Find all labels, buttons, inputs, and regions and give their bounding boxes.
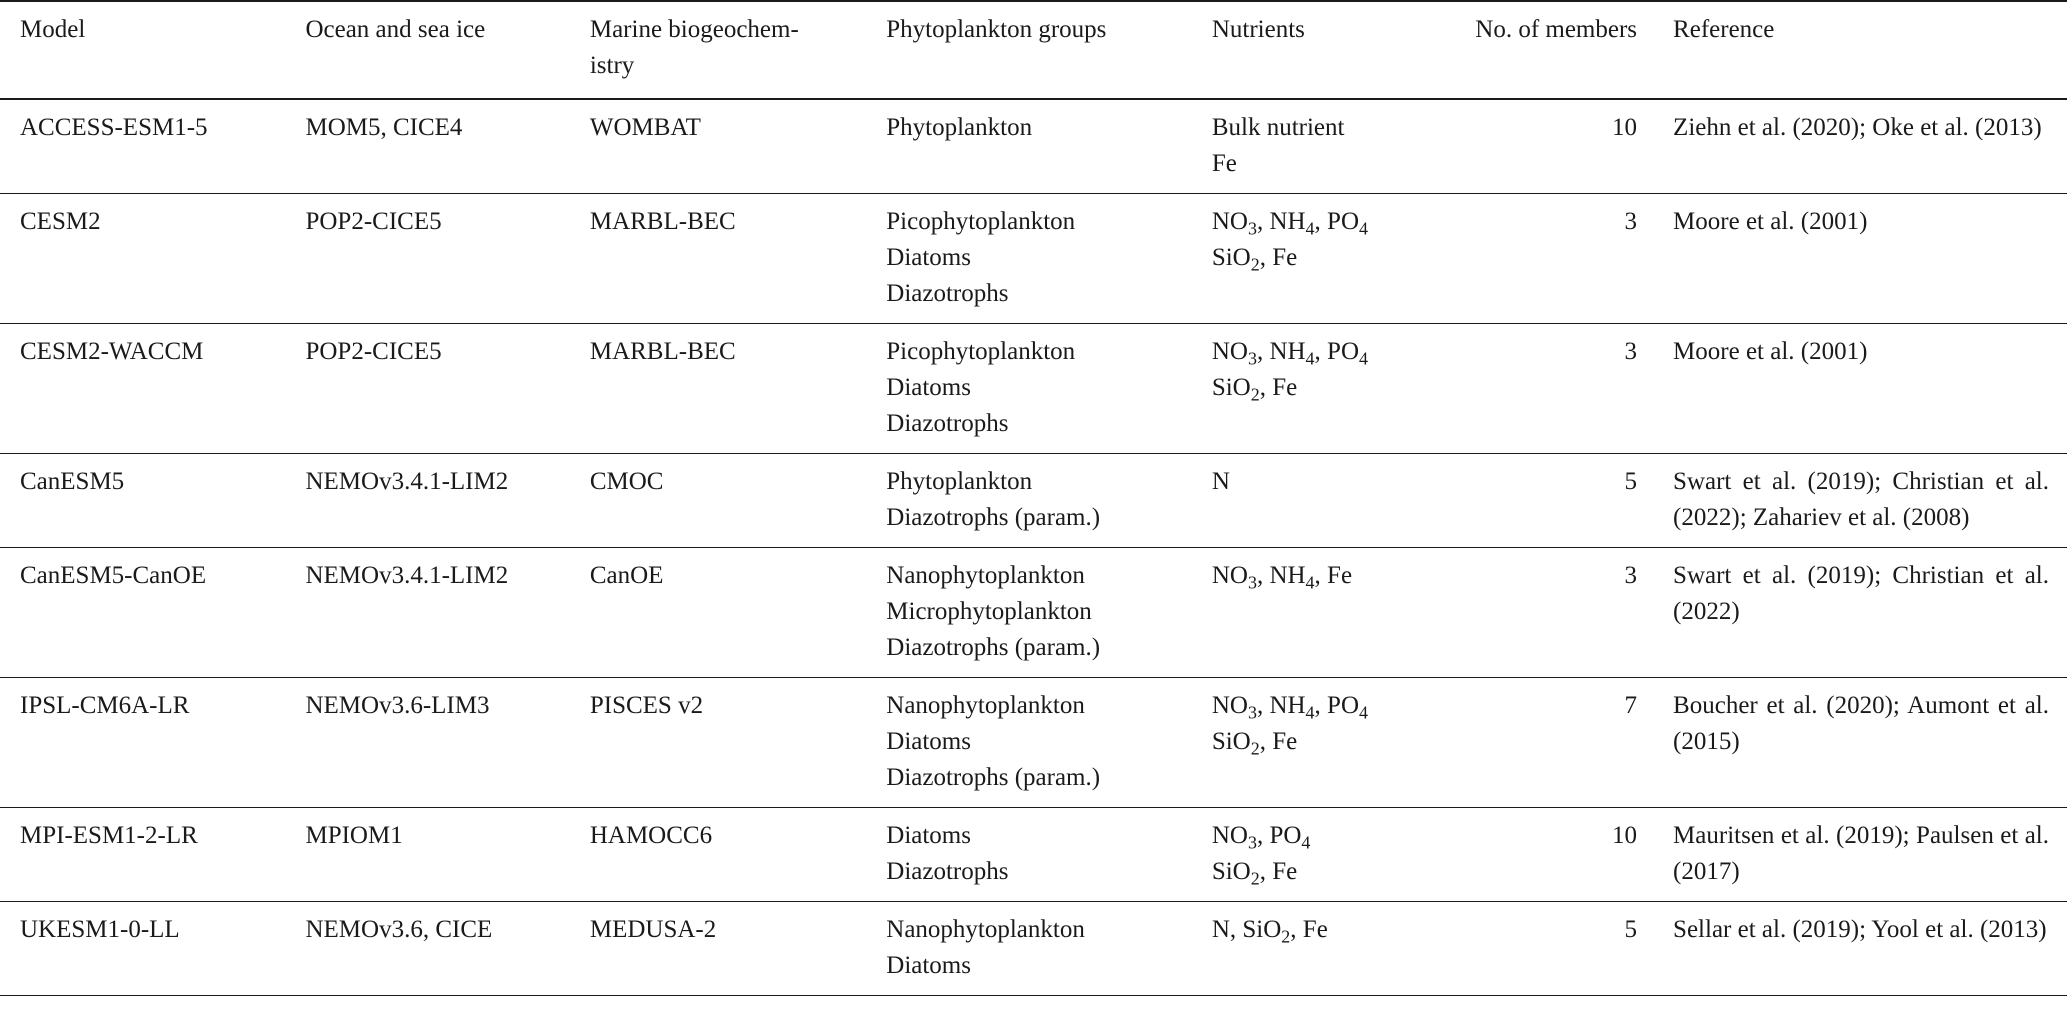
- cell-ocean: POP2-CICE5: [305, 208, 442, 235]
- reference-text: Moore et al. (2001): [1673, 208, 1868, 235]
- table-row: [0, 678, 2067, 808]
- cell-bgc: HAMOCC6: [589, 822, 713, 849]
- nutrient-line: $NO_3$, $NH_4$, $PO_4$: [1211, 338, 1369, 369]
- cell-ocean: MPIOM1: [305, 822, 403, 849]
- phyto-line: Nanophytoplankton: [886, 562, 1085, 589]
- nutrient-line: N, SiO$_2$, Fe: [1211, 916, 1328, 947]
- cell-reference: [1673, 454, 2067, 548]
- reference-text: Swart et al. (2019); Christian et al. (2022): [1673, 562, 2049, 625]
- reference-text: Swart et al. (2019); Christian et al. (2022); Zahariev et al. (2008): [1673, 468, 2049, 531]
- nutrient-line: $NO_3$, $PO_4$: [1211, 822, 1311, 853]
- cell-ocean: POP2-CICE5: [305, 338, 442, 365]
- reference-text: Moore et al. (2001): [1673, 338, 1868, 365]
- reference-text: Boucher et al. (2020); Aumont et al. (2015): [1673, 692, 2049, 755]
- header-bgc-line-2: istry: [589, 52, 635, 79]
- cell-ocean: NEMOv3.6, CICE: [305, 916, 493, 943]
- cell-nutrients: [1212, 194, 1443, 324]
- table-row: [0, 454, 2067, 548]
- cell-nutrients: [1212, 324, 1443, 454]
- cell-phyto: [886, 324, 1212, 454]
- cell-phyto: [886, 678, 1212, 808]
- cell-members: 3: [1624, 562, 1638, 589]
- nutrient-line: SiO$_2$, Fe: [1211, 728, 1298, 759]
- table-body: [0, 99, 2067, 996]
- cell-ocean: NEMOv3.4.1-LIM2: [305, 562, 509, 589]
- phyto-line: Diazotrophs: [886, 410, 1009, 437]
- cell-bgc: CMOC: [589, 468, 664, 495]
- nutrient-line: $NO_3$, $NH_4$, $PO_4$: [1211, 208, 1369, 239]
- nutrient-line: Fe: [1211, 150, 1237, 177]
- cell-bgc: CanOE: [589, 562, 664, 589]
- phyto-line: Microphytoplankton: [886, 598, 1092, 625]
- cell-reference: [1673, 548, 2067, 678]
- table-header: [0, 1, 2067, 99]
- table-row: [0, 194, 2067, 324]
- nutrient-line: N: [1211, 468, 1230, 495]
- phyto-line: Diatoms: [886, 728, 971, 755]
- cell-reference: [1673, 678, 2067, 808]
- cell-model: CESM2-WACCM: [20, 338, 204, 365]
- cell-reference: [1673, 324, 2067, 454]
- cell-nutrients: [1212, 454, 1443, 548]
- header-nutrients: Nutrients: [1211, 16, 1305, 43]
- cell-model: CanESM5-CanOE: [20, 562, 207, 589]
- table-row: [0, 99, 2067, 194]
- cell-nutrients: [1212, 99, 1443, 194]
- cell-model: MPI-ESM1-2-LR: [20, 822, 198, 849]
- phyto-line: Diazotrophs (param.): [886, 764, 1101, 791]
- nutrient-line: $NO_3$, $NH_4$, $PO_4$: [1211, 692, 1369, 723]
- cell-members: 5: [1624, 468, 1638, 495]
- phyto-line: Diazotrophs (param.): [886, 634, 1101, 661]
- cell-reference: [1673, 902, 2067, 996]
- phyto-line: Nanophytoplankton: [886, 916, 1085, 943]
- header-row: [0, 1, 2067, 99]
- cell-model: IPSL-CM6A-LR: [20, 692, 190, 719]
- reference-text: Sellar et al. (2019); Yool et al. (2013): [1673, 916, 2047, 943]
- table-row: [0, 324, 2067, 454]
- header-reference: Reference: [1673, 16, 1775, 43]
- nutrient-line: SiO$_2$, Fe: [1211, 374, 1298, 405]
- cell-phyto: [886, 454, 1212, 548]
- cell-bgc: WOMBAT: [589, 114, 701, 141]
- header-phytoplankton-groups: Phytoplankton groups: [886, 16, 1107, 43]
- phyto-line: Phytoplankton: [886, 114, 1033, 141]
- cell-nutrients: [1212, 548, 1443, 678]
- header-marine-biogeochemistry: [590, 1, 886, 99]
- phyto-line: Diatoms: [886, 374, 971, 401]
- cell-phyto: [886, 902, 1212, 996]
- cell-bgc: MARBL-BEC: [589, 208, 736, 235]
- cell-phyto: [886, 548, 1212, 678]
- phyto-line: Phytoplankton: [886, 468, 1033, 495]
- table-row: [0, 808, 2067, 902]
- cell-phyto: [886, 808, 1212, 902]
- table-row: [0, 548, 2067, 678]
- cell-phyto: [886, 99, 1212, 194]
- table-row: [0, 902, 2067, 996]
- cell-nutrients: [1212, 678, 1443, 808]
- cell-model: ACCESS-ESM1-5: [20, 114, 208, 141]
- phyto-line: Diatoms: [886, 822, 971, 849]
- phyto-line: Diatoms: [886, 952, 971, 979]
- cell-ocean: MOM5, CICE4: [305, 114, 463, 141]
- cell-members: 7: [1624, 692, 1638, 719]
- cell-members: 10: [1612, 114, 1638, 141]
- cell-model: UKESM1-0-LL: [20, 916, 180, 943]
- phyto-line: Diazotrophs: [886, 858, 1009, 885]
- header-model: Model: [20, 16, 86, 43]
- reference-text: Ziehn et al. (2020); Oke et al. (2013): [1673, 114, 2042, 141]
- cell-bgc: MEDUSA-2: [589, 916, 717, 943]
- cell-ocean: NEMOv3.4.1-LIM2: [305, 468, 509, 495]
- cell-reference: [1673, 808, 2067, 902]
- phyto-line: Picophytoplankton: [886, 208, 1076, 235]
- cell-phyto: [886, 194, 1212, 324]
- reference-text: Mauritsen et al. (2019); Paulsen et al. (2017): [1673, 822, 2049, 885]
- header-bgc-line-1: Marine biogeochem-: [589, 16, 799, 43]
- cell-members: 3: [1624, 208, 1638, 235]
- phyto-line: Diazotrophs (param.): [886, 504, 1101, 531]
- cell-reference: [1673, 194, 2067, 324]
- cell-reference: [1673, 99, 2067, 194]
- cell-model: CanESM5: [20, 468, 125, 495]
- phyto-line: Diazotrophs: [886, 280, 1009, 307]
- nutrient-line: $NO_3$, $NH_4$, Fe: [1211, 562, 1353, 593]
- cell-ocean: NEMOv3.6-LIM3: [305, 692, 490, 719]
- cell-model: CESM2: [20, 208, 101, 235]
- nutrient-line: SiO$_2$, Fe: [1211, 858, 1298, 889]
- cell-nutrients: [1212, 902, 1443, 996]
- phyto-line: Nanophytoplankton: [886, 692, 1085, 719]
- cell-members: 5: [1624, 916, 1638, 943]
- cell-members: 10: [1612, 822, 1638, 849]
- phyto-line: Picophytoplankton: [886, 338, 1076, 365]
- phyto-line: Diatoms: [886, 244, 971, 271]
- cell-members: 3: [1624, 338, 1638, 365]
- header-ocean-sea-ice: Ocean and sea ice: [305, 16, 486, 43]
- nutrient-line: Bulk nutrient: [1211, 114, 1345, 141]
- cell-nutrients: [1212, 808, 1443, 902]
- cell-bgc: PISCES v2: [589, 692, 704, 719]
- cell-bgc: MARBL-BEC: [589, 338, 736, 365]
- nutrient-line: SiO$_2$, Fe: [1211, 244, 1298, 275]
- header-members: No. of members: [1475, 16, 1638, 43]
